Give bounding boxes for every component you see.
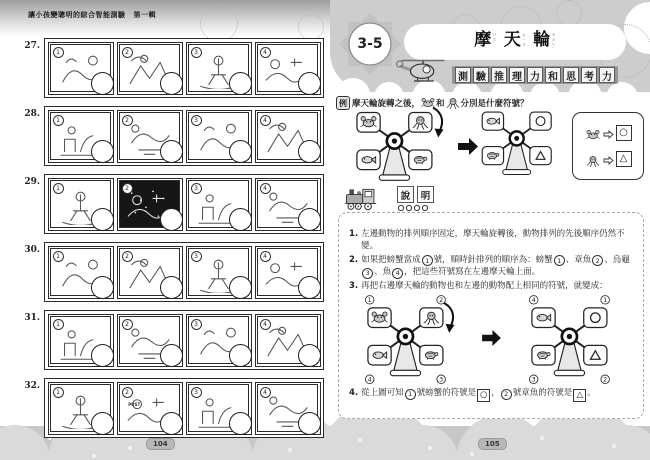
panel-illustration: [257, 316, 318, 364]
panel-illustration: [188, 180, 249, 228]
ferris-wheel-numbered-before: [359, 295, 459, 385]
maps-to-arrow: [603, 150, 614, 169]
explanation-item-text: [361, 254, 633, 280]
crab-icon: [585, 129, 601, 141]
cloud-dot: [612, 444, 616, 448]
exercise-panel: [186, 178, 252, 231]
panel-number: 1: [53, 251, 64, 262]
running-header: [28, 10, 156, 20]
exercise-panel: [186, 314, 252, 367]
panel-number: 4: [260, 319, 271, 330]
zhuyin-glyph: ㄌ: [551, 32, 556, 38]
explanation-item-number: 2.: [349, 254, 359, 265]
octopus-icon: [585, 155, 601, 167]
circled-number: 1: [554, 255, 565, 266]
banner-character: 力: [527, 67, 543, 83]
answer-circle: [91, 412, 114, 435]
title-character: [504, 31, 527, 54]
explanation-item-text: [361, 387, 633, 402]
panel-number: 1: [53, 319, 64, 330]
exercise-panel: [48, 178, 114, 231]
explanation-box: [338, 212, 644, 419]
panel-illustration: [257, 384, 318, 432]
text-run: 號章魚的符號是: [512, 388, 573, 399]
panel-illustration: [50, 384, 111, 432]
ferris-wheel-after: [474, 106, 566, 179]
text-run: 、章魚: [565, 254, 592, 265]
boxed-symbol: ○: [477, 389, 490, 402]
answer-circle: [298, 140, 321, 163]
exercise-row-number: 29.: [24, 177, 40, 187]
boxed-symbol: △: [573, 389, 586, 402]
explanation-diagram: [349, 294, 633, 386]
svg-text:1: 1: [603, 297, 608, 305]
text-run: 號螃蟹的符號是: [416, 388, 477, 399]
lesson-title: [404, 24, 626, 60]
circled-number: 1: [422, 255, 433, 266]
explanation-item: [349, 254, 633, 280]
panel-illustration: [188, 316, 249, 364]
banner-character: 驗: [473, 67, 489, 83]
panel-number: 2: [122, 183, 133, 194]
exercise-panel: [255, 314, 321, 367]
exercise-row: [44, 242, 324, 302]
zhuyin-glyph: ㄛ: [492, 37, 497, 43]
panel-illustration: [119, 384, 180, 432]
panel-number: 1: [53, 387, 64, 398]
circled-number: 2: [501, 389, 512, 400]
banner-character: 推: [491, 67, 507, 83]
cloud-dot: [92, 454, 96, 458]
answer-circle: [229, 412, 252, 435]
exercise-row: [44, 106, 324, 166]
zhuyin-glyph: ㄊ: [521, 32, 527, 38]
zhuyin-glyph: ㄧ: [521, 37, 527, 43]
exercise-panel: [117, 246, 183, 299]
answer-circle: [298, 208, 321, 231]
cloud-dot: [540, 436, 544, 440]
exercise-panel: [186, 382, 252, 435]
panel-number: 4: [260, 115, 271, 126]
page-number-badge-left: 104: [146, 438, 175, 450]
exercise-panel: [48, 382, 114, 435]
panel-number: 2: [122, 47, 133, 58]
lesson-number-sun-badge: [338, 12, 402, 76]
panel-illustration: [257, 112, 318, 160]
explanation-item-number: 3.: [349, 281, 359, 292]
circled-number: 2: [592, 255, 603, 266]
exercise-row-number: 28.: [24, 109, 40, 119]
helicopter-icon: [396, 56, 450, 94]
exercise-row: [44, 378, 324, 438]
maps-to-arrow-icon: [603, 156, 614, 165]
answer-circle: [160, 276, 183, 299]
text-run: ，把這些符號寫在左邊摩天輪上面。: [404, 267, 541, 278]
answer-circle: [298, 344, 321, 367]
train-icon: [342, 184, 394, 214]
panel-number: 4: [260, 47, 271, 58]
exercise-row-number: 31.: [24, 313, 40, 323]
answer-circle: [298, 412, 321, 435]
panel-number: 3: [191, 319, 202, 330]
text-run: 和: [436, 99, 445, 109]
example-badge: 例: [336, 96, 350, 110]
answer-circle: [229, 72, 252, 95]
banner-character: 理: [509, 67, 525, 83]
exercise-panel: [48, 110, 114, 163]
exercise-panel: [186, 246, 252, 299]
title-character: [474, 31, 497, 54]
text-run: 從上圖可知: [361, 388, 404, 399]
cloud-dot: [428, 446, 432, 450]
panel-number: 2: [122, 319, 133, 330]
panel-number: 1: [53, 183, 64, 194]
firework-dot-circle: [200, 4, 238, 42]
exercise-panel: [255, 382, 321, 435]
answer-circle: [229, 276, 252, 299]
panel-number: 4: [260, 387, 271, 398]
banner-character: 和: [545, 67, 561, 83]
answer-key-row: [585, 150, 632, 169]
firework-dot-circle: [298, 14, 324, 40]
exercise-row-number: 27.: [24, 41, 40, 51]
banner-character: 思: [563, 67, 579, 83]
title-char-zhuyin: [551, 33, 556, 54]
answer-circle: [298, 72, 321, 95]
exercise-panel: [117, 382, 183, 435]
text-run: 號，順時針排列的順序為：螃蟹: [433, 254, 553, 265]
answer-circle: [229, 208, 252, 231]
zhuyin-glyph: ㄇ: [492, 32, 497, 38]
panel-text: POST: [128, 402, 141, 408]
answer-circle: [91, 344, 114, 367]
zhuyin-glyph: ˊ: [492, 43, 495, 48]
svg-text:4: 4: [367, 376, 372, 384]
answer-circle: [91, 276, 114, 299]
title-char-glyph: 輪: [533, 29, 551, 50]
explanation-item-number: 4.: [349, 388, 359, 399]
text-run: 、烏龜: [604, 254, 630, 265]
exercise-panel: [186, 42, 252, 95]
exercise-row: [44, 38, 324, 98]
panel-illustration: [50, 248, 111, 296]
explanation-list: [349, 228, 633, 402]
title-char-zhuyin: [522, 33, 527, 49]
title-char-glyph: 摩: [474, 29, 492, 50]
answer-crab-icon: [585, 124, 601, 143]
panel-illustration: [119, 44, 180, 92]
answer-circle: [229, 140, 252, 163]
panel-number: 3: [191, 47, 202, 58]
svg-text:4: 4: [531, 297, 536, 305]
answer-key-row: [585, 124, 632, 143]
panel-number: 1: [53, 115, 64, 126]
zhuyin-glyph: ㄢ: [521, 43, 527, 48]
explanation-char-2: 明: [417, 186, 434, 203]
lesson-title-text: [474, 31, 556, 54]
panel-illustration: [119, 112, 180, 160]
panel-number: 2: [122, 387, 133, 398]
text-run: 分別是什麼符號？: [460, 99, 529, 109]
panel-number: 2: [122, 251, 133, 262]
exercise-panel: [186, 110, 252, 163]
answer-circle: [298, 276, 321, 299]
ferris-wheel-before: [348, 106, 448, 185]
svg-text:2: 2: [603, 376, 608, 384]
panel-illustration: [257, 248, 318, 296]
maps-to-arrow-icon: [603, 130, 614, 139]
panel-illustration: [50, 316, 111, 364]
title-character: [533, 31, 556, 54]
exercise-panel: [48, 42, 114, 95]
explanation-item: [349, 387, 633, 402]
text-run: ，: [491, 388, 500, 399]
answer-circle: [160, 344, 183, 367]
exercise-row-number: 32.: [24, 381, 40, 391]
exercise-panel: [255, 246, 321, 299]
explanation-header: [342, 184, 434, 214]
banner-character: 力: [599, 67, 615, 83]
answer-key-box: [572, 112, 644, 180]
panel-number: 3: [191, 115, 202, 126]
exercise-panel: [117, 110, 183, 163]
cloud-dot: [288, 448, 292, 452]
zhuyin-glyph: ㄣ: [551, 43, 556, 48]
panel-illustration: [188, 248, 249, 296]
panel-illustration: [188, 112, 249, 160]
answer-circle: [229, 344, 252, 367]
answer-circle: [91, 140, 114, 163]
text-run: 。: [587, 388, 596, 399]
panel-illustration: [257, 180, 318, 228]
explanation-item-number: 1.: [349, 229, 359, 239]
circled-number: 4: [392, 268, 403, 279]
ferris-wheel-numbered-after: [523, 295, 623, 385]
page-number-badge-right: 105: [478, 438, 507, 450]
exercise-panel: [117, 314, 183, 367]
banner-character: 測: [455, 67, 471, 83]
svg-text:3: 3: [531, 376, 536, 384]
svg-text:2: 2: [439, 297, 444, 305]
answer-circle: [160, 412, 183, 435]
banner-character: 考: [581, 67, 597, 83]
explanation-item: [349, 228, 633, 253]
text-run: 摩天輪旋轉之後，: [352, 99, 421, 109]
book-volume: 第一輯: [133, 11, 156, 19]
exercise-panel: [255, 178, 321, 231]
train-wheels-icon: [397, 204, 433, 212]
panel-number: 3: [191, 387, 202, 398]
exercise-row: [44, 310, 324, 370]
panel-illustration: [119, 316, 180, 364]
book-title: 讓小孩變聰明的綜合智能測驗: [28, 11, 126, 19]
panel-illustration: [119, 180, 180, 228]
svg-text:3: 3: [439, 376, 444, 384]
explanation-item-text: [361, 280, 633, 292]
answer-circle: [160, 72, 183, 95]
exercise-row: [44, 174, 324, 234]
exercise-panel: [117, 42, 183, 95]
text-run: 再把右邊摩天輪的動物也和左邊的動物配上相同的符號，就變成：: [361, 281, 608, 292]
panel-number: 3: [191, 251, 202, 262]
exercise-panel: [48, 314, 114, 367]
zhuyin-glyph: ㄨ: [551, 37, 556, 43]
panel-number: 3: [191, 183, 202, 194]
explanation-item: [349, 280, 633, 292]
maps-to-arrow: [603, 124, 614, 143]
exercise-panel: [255, 42, 321, 95]
text-run: 左邊動物的排列順序固定，摩天輪旋轉後，動物排列的先後順序仍然不變。: [361, 229, 625, 252]
answer-circle: [160, 208, 183, 231]
circled-number: 1: [405, 389, 416, 400]
answer-symbol-box: △: [616, 151, 632, 167]
title-char-zhuyin: [492, 33, 497, 49]
panel-illustration: [257, 44, 318, 92]
transform-arrow-icon: [482, 330, 501, 350]
panel-illustration: [50, 180, 111, 228]
zhuyin-glyph: ˊ: [551, 48, 554, 54]
explanation-char-1: 說: [397, 186, 414, 203]
answer-octopus-icon: [585, 150, 601, 169]
firework-dot-circle: [556, 0, 582, 26]
panel-illustration: [188, 44, 249, 92]
answer-circle: [91, 208, 114, 231]
title-char-glyph: 天: [503, 29, 521, 50]
panel-illustration: [50, 44, 111, 92]
exercise-row-number: 30.: [24, 245, 40, 255]
panel-number: 4: [260, 251, 271, 262]
banner-ribbon: [452, 66, 618, 84]
text-run: 如果把螃蟹當成: [361, 254, 421, 265]
answer-symbol-box: ○: [616, 125, 632, 141]
exercise-panel: [255, 110, 321, 163]
exercise-panel: [117, 178, 183, 231]
panel-number: 1: [53, 47, 64, 58]
panel-illustration: [188, 384, 249, 432]
panel-illustration: [119, 248, 180, 296]
text-run: 、魚: [374, 267, 392, 278]
exercise-panel: [48, 246, 114, 299]
lesson-number: 3-5: [357, 36, 383, 52]
circled-number: 3: [362, 268, 373, 279]
answer-circle: [91, 72, 114, 95]
cloud-dot: [358, 438, 362, 442]
panel-number: 4: [260, 183, 271, 194]
cloud-dot: [470, 452, 474, 456]
answer-circle: [160, 140, 183, 163]
explanation-item-text: [361, 228, 633, 253]
panel-number: 2: [122, 115, 133, 126]
cloud-dot: [128, 446, 132, 450]
panel-illustration: [50, 112, 111, 160]
svg-text:1: 1: [367, 297, 372, 305]
